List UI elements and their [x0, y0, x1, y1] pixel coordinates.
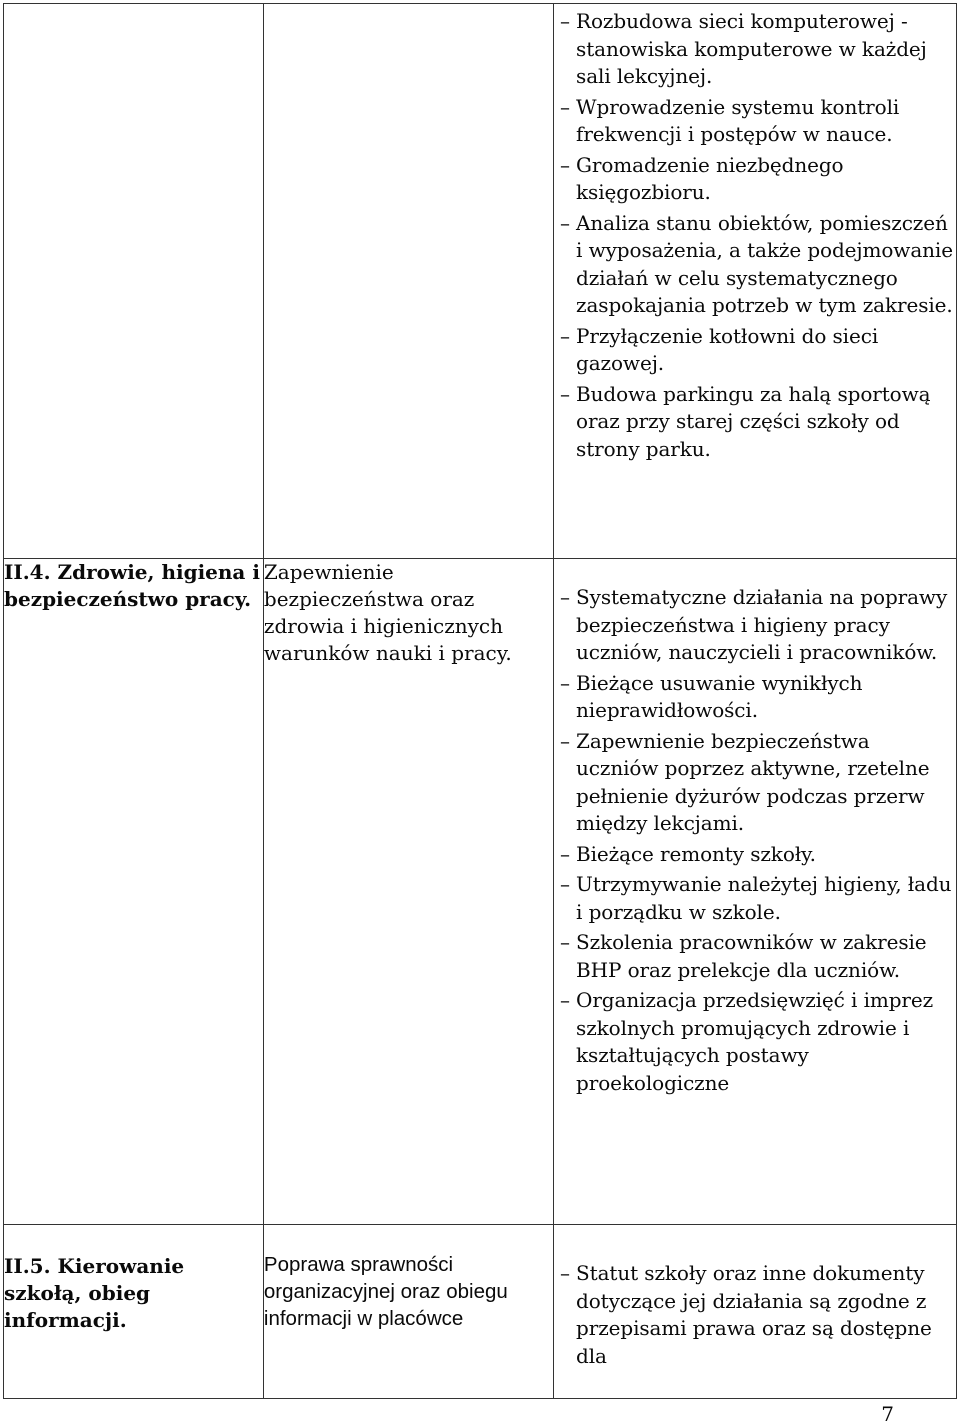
dash-icon: –	[560, 152, 570, 177]
page-number: 7	[881, 1402, 894, 1426]
dash-icon: –	[560, 210, 570, 235]
task-item	[554, 152, 956, 207]
task-text: Gromadzenie niezbędnego księgozbioru.	[576, 152, 844, 204]
task-item	[554, 8, 956, 91]
task-item	[554, 94, 956, 149]
plan-table	[3, 3, 957, 1399]
task-item	[554, 871, 956, 926]
goal-cell	[263, 559, 553, 1225]
task-item	[554, 670, 956, 725]
area-cell	[4, 4, 264, 559]
task-text: Szkolenia pracowników w zakresie BHP oraz prelekcje dla uczniów.	[576, 930, 927, 982]
dash-icon: –	[560, 930, 570, 954]
dash-icon: –	[560, 872, 570, 896]
task-text: Rozbudowa sieci komputerowej - stanowiska komputerowe w każdej sali lekcyjnej.	[576, 9, 927, 88]
dash-icon: –	[560, 988, 570, 1012]
task-text: Systematyczne działania na poprawy bezpieczeństwa i higieny pracy uczniów, nauczycieli i pracowników.	[576, 585, 948, 664]
table-row	[4, 4, 957, 559]
dash-icon: –	[560, 323, 570, 348]
dash-icon: –	[560, 94, 570, 119]
task-text: Zapewnienie bezpieczeństwa uczniów poprzez aktywne, rzetelne pełnienie dyżurów podczas przerw między lekcjami.	[576, 728, 930, 835]
task-text: Bieżące remonty szkoły.	[576, 841, 816, 866]
area-cell	[4, 559, 264, 1225]
goal-text: Poprawa sprawności organizacyjnej oraz obiegu informacji w placówce	[263, 1253, 508, 1330]
task-list	[554, 584, 956, 1097]
task-item	[554, 987, 956, 1097]
task-item	[554, 210, 956, 320]
task-item	[554, 584, 956, 667]
dash-icon: –	[560, 728, 570, 753]
tasks-cell	[554, 4, 957, 559]
task-text: Wprowadzenie systemu kontroli frekwencji i postępów w nauce.	[576, 94, 900, 146]
dash-icon: –	[560, 841, 570, 866]
area-title: II.5. Kierowanie szkołą, obieg informacji.	[4, 1254, 185, 1332]
task-text: Budowa parkingu za halą sportową oraz przy starej części szkoły od strony parku.	[576, 381, 931, 461]
task-item	[554, 1260, 956, 1370]
task-text: Analiza stanu obiektów, pomieszczeń i wyposażenia, a także podejmowanie działań w celu systematycznego zaspokajania potrzeb w tym zakresie.	[576, 210, 953, 317]
table-row	[4, 559, 957, 1225]
task-text: Organizacja przedsięwzięć i imprez szkolnych promujących zdrowie i kształtujących postawy proekologiczne	[576, 988, 934, 1095]
dash-icon: –	[560, 9, 570, 33]
task-list	[554, 1260, 956, 1370]
area-title: II.4. Zdrowie, higiena i bezpieczeństwo pracy.	[4, 560, 260, 611]
task-item	[554, 929, 956, 984]
task-list	[554, 8, 956, 463]
task-item	[554, 381, 956, 464]
goal-cell	[263, 4, 553, 559]
task-text: Utrzymywanie należytej higieny, ładu i porządku w szkole.	[576, 872, 952, 924]
tasks-cell	[554, 1225, 957, 1399]
goal-text: Zapewnienie bezpieczeństwa oraz zdrowia i higienicznych warunków nauki i pracy.	[263, 560, 512, 665]
goal-cell	[263, 1225, 553, 1399]
task-text: Przyłączenie kotłowni do sieci gazowej.	[576, 323, 879, 375]
task-item	[554, 841, 956, 869]
dash-icon: –	[560, 585, 570, 609]
dash-icon: –	[560, 381, 570, 406]
task-text: Bieżące usuwanie wynikłych nieprawidłowości.	[576, 670, 863, 722]
task-item	[554, 323, 956, 378]
task-text: Statut szkoły oraz inne dokumenty dotyczące jej działania są zgodne z przepisami prawa oraz są dostępne dla	[576, 1261, 932, 1368]
task-item	[554, 728, 956, 838]
area-cell	[4, 1225, 264, 1399]
tasks-cell	[554, 559, 957, 1225]
dash-icon: –	[560, 1261, 570, 1285]
dash-icon: –	[560, 670, 570, 695]
table-row	[4, 1225, 957, 1399]
